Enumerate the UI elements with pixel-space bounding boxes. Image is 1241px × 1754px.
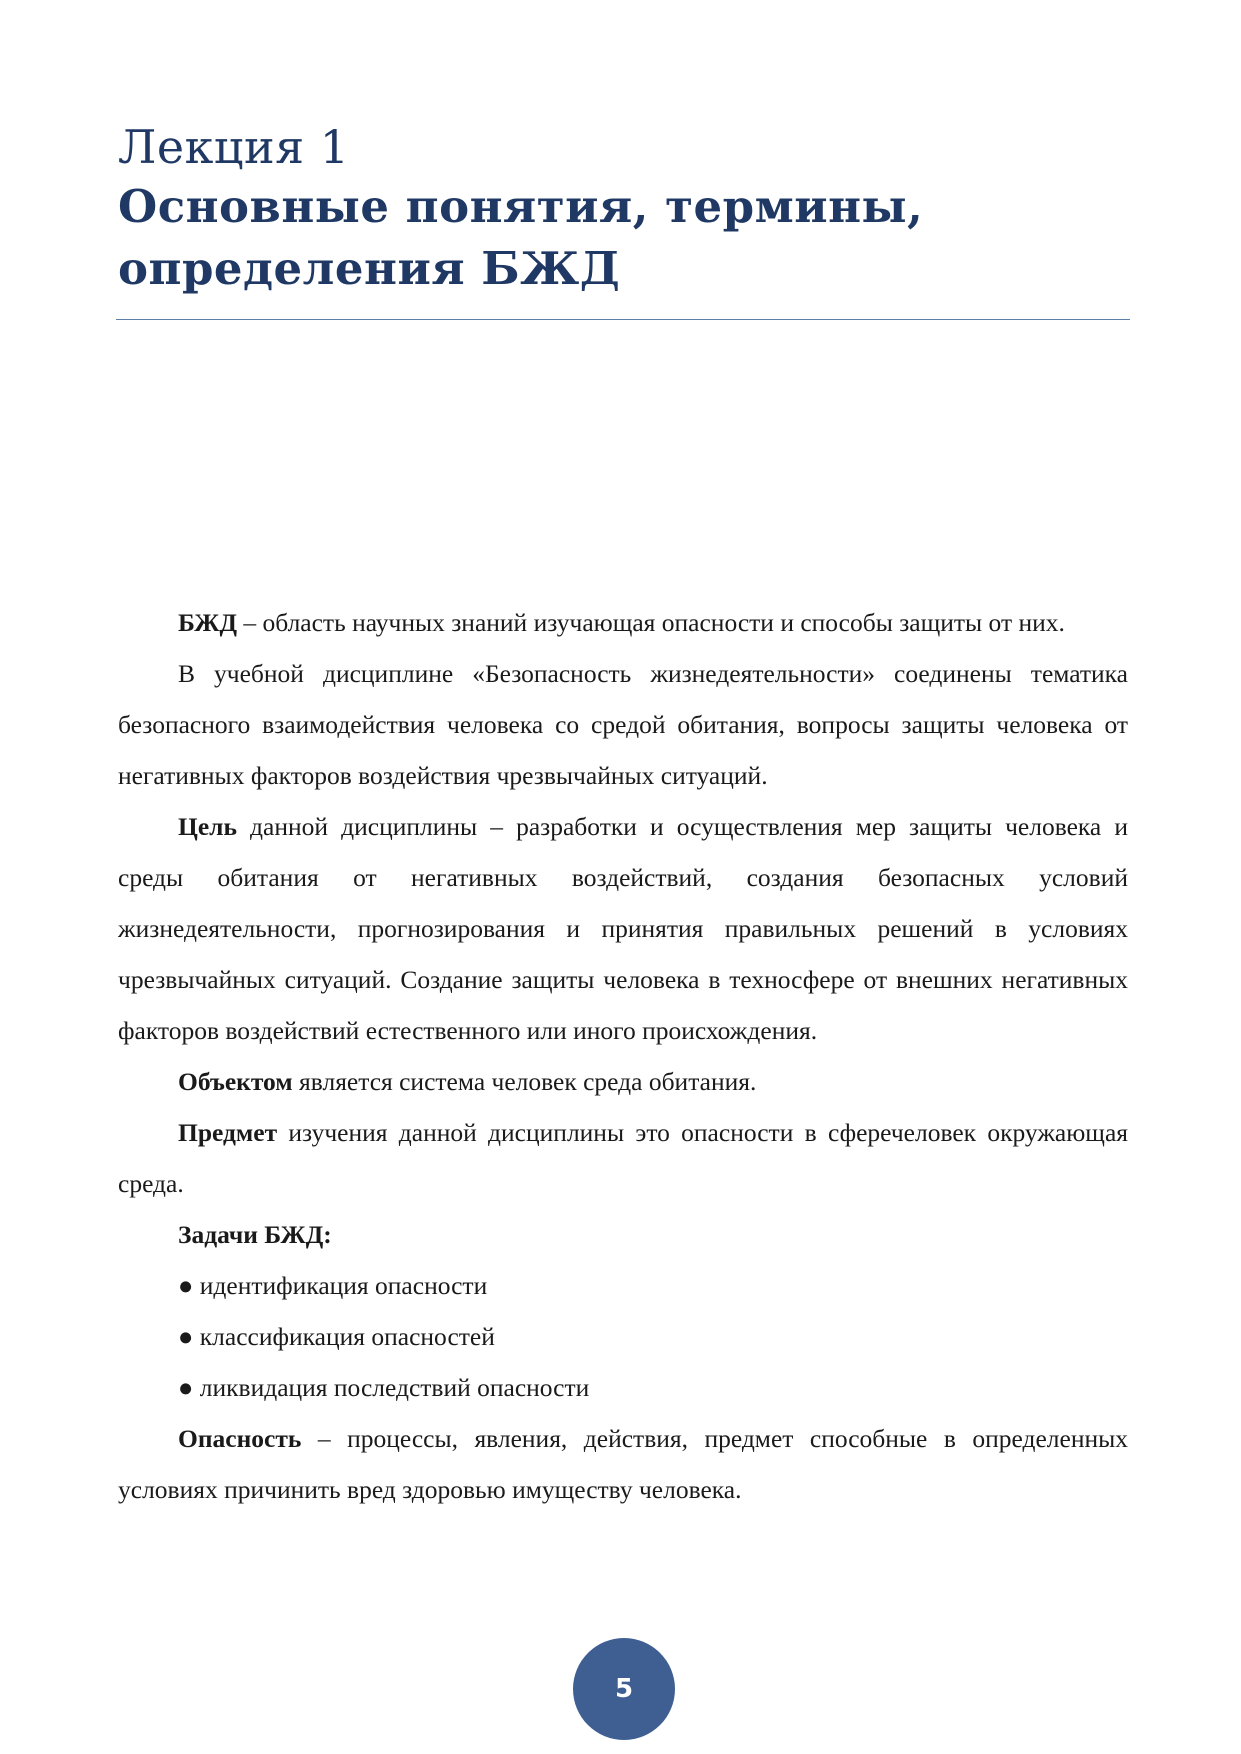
term-danger: Опасность	[178, 1424, 302, 1453]
list-item: ● ликвидация последствий опасности	[178, 1373, 590, 1402]
list-item: ● идентификация опасности	[178, 1271, 488, 1300]
term-bzhd: БЖД	[178, 608, 237, 637]
page-header	[118, 118, 1128, 300]
lecture-label: Лекция 1	[118, 120, 350, 174]
paragraph-text: – область научных знаний изучающая опасности и способы защиты от них.	[236, 608, 1065, 637]
lecture-title-line-2: определения БЖД	[118, 242, 621, 295]
term-goal: Цель	[178, 812, 237, 841]
paragraph-goal	[118, 801, 1128, 1056]
paragraph-bzhd-definition	[118, 597, 1128, 648]
list-item: ● классификация опасностей	[178, 1322, 495, 1351]
paragraph-danger	[118, 1413, 1128, 1515]
paragraph-subject	[118, 1107, 1128, 1209]
term-subject: Предмет	[178, 1118, 278, 1147]
term-object: Объектом	[178, 1067, 293, 1096]
lecture-body	[118, 597, 1128, 1515]
paragraph-text: является система человек среда обитания.	[292, 1067, 757, 1096]
paragraph-text: изучения данной дисциплины это опасности в сферечеловек окружающая среда.	[118, 1118, 1128, 1198]
lecture-title	[118, 176, 1128, 300]
page-number-badge: 5	[573, 1638, 675, 1740]
paragraph-discipline	[118, 648, 1128, 801]
lecture-title-line-1: Основные понятия, термины,	[118, 180, 924, 233]
paragraph-text: В учебной дисциплине «Безопасность жизнедеятельности» соединены тематика безопасного взаимодействия человека со средой обитания, вопросы защиты человека от негативных факторов воздействия чрезвычайных ситуаций.	[118, 659, 1128, 790]
paragraph-tasks-heading	[118, 1209, 1128, 1260]
paragraph-object	[118, 1056, 1128, 1107]
paragraph-text: – процессы, явления, действия, предмет способные в определенных условиях причинить вред здоровью имуществу человека.	[118, 1424, 1128, 1504]
title-divider	[116, 319, 1130, 320]
paragraph-text: данной дисциплины – разработки и осуществления мер защиты человека и среды обитания от негативных воздействий, создания безопасных условий жизнедеятельности, прогнозирования и принятия правильных решений в условиях чрезвычайных ситуаций. Создание защиты человека в техносфере от внешних негативных факторов воздействий естественного или иного происхождения.	[118, 812, 1128, 1045]
term-tasks: Задачи БЖД:	[178, 1220, 332, 1249]
